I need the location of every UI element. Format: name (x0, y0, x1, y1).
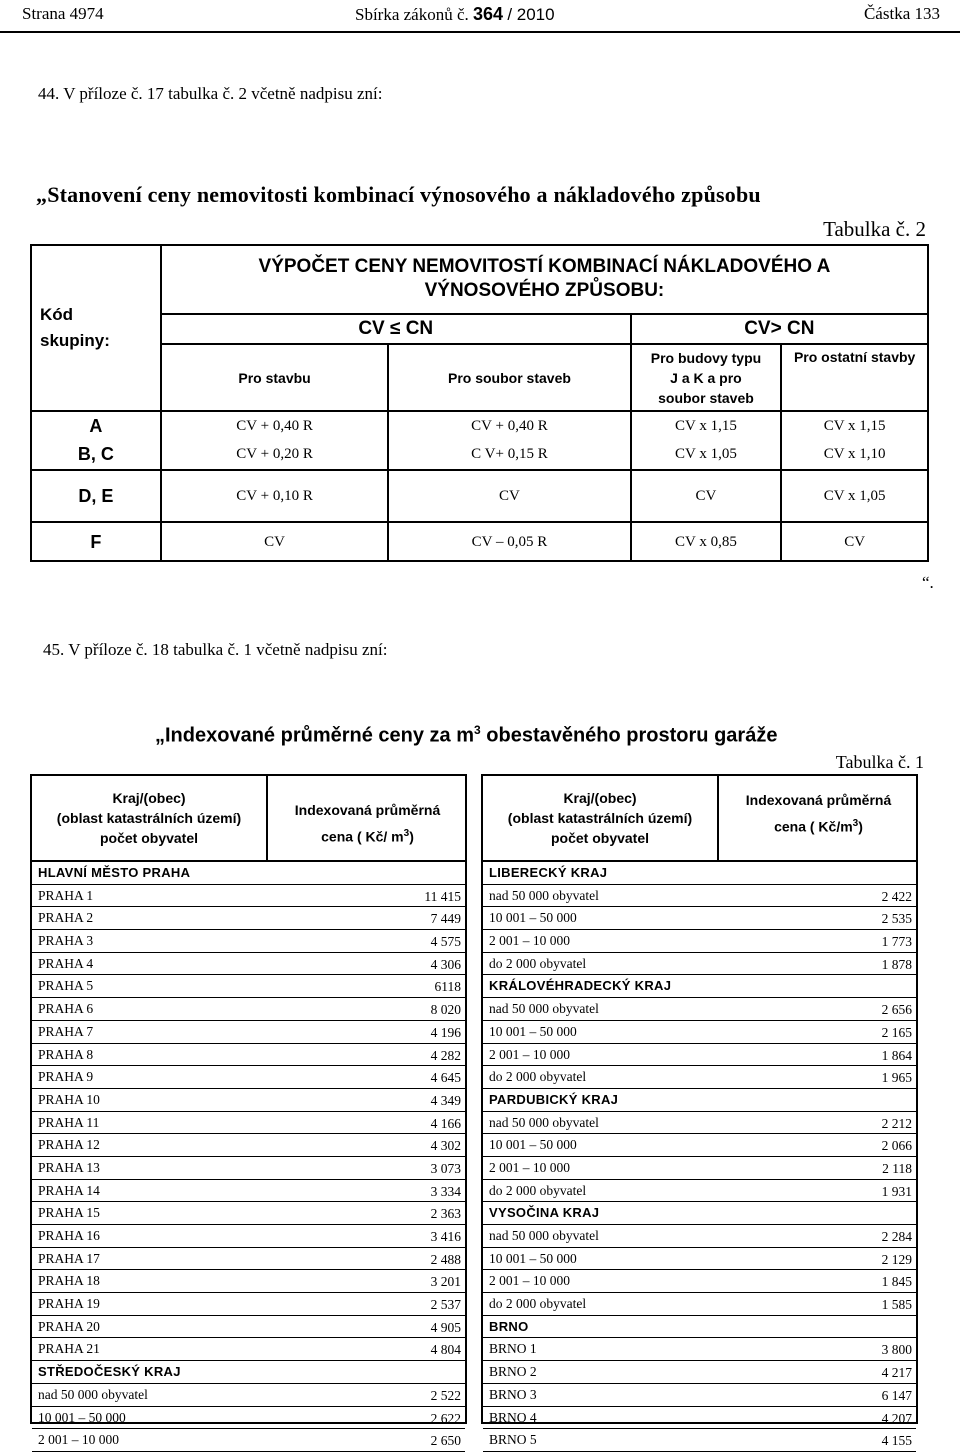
area-label: BRNO 4 (489, 1409, 537, 1425)
table-row (32, 1044, 465, 1067)
price-value: 4 155 (881, 1433, 912, 1449)
table-row (483, 1134, 916, 1157)
area-label: nad 50 000 obyvatel (489, 1228, 599, 1243)
area-label: 2 001 – 10 000 (489, 1046, 570, 1062)
collection-prefix: Sbírka zákonů č. (355, 5, 469, 24)
closing-quote: “. (922, 573, 934, 592)
price-value: 2 622 (430, 1410, 461, 1426)
table-row (483, 1157, 916, 1180)
table-2-label: Tabulka č. 2 (823, 217, 926, 241)
area-label: 2 001 – 10 000 (489, 1159, 570, 1175)
price-value: 1 864 (881, 1047, 912, 1063)
area-label: 10 001 – 50 000 (489, 1023, 577, 1039)
area-label: PRAHA 12 (38, 1137, 100, 1153)
price-value: 2 522 (430, 1387, 461, 1403)
table-row (32, 1134, 465, 1157)
area-label: BRNO 3 (489, 1386, 537, 1402)
group-label: A (89, 416, 103, 437)
collection-number: 364 (473, 4, 504, 24)
price-value: 2 422 (881, 888, 912, 904)
table-row (483, 1270, 916, 1293)
price-value: 3 201 (430, 1274, 461, 1290)
price-value: 2 656 (881, 1002, 912, 1018)
area-label: PRAHA 5 (38, 978, 94, 994)
table-row (483, 953, 916, 976)
price-value: 2 129 (881, 1251, 912, 1267)
area-label: BRNO 5 (489, 1432, 537, 1448)
area-label: PRAHA 15 (38, 1205, 100, 1221)
area-label: PRAHA 16 (38, 1228, 100, 1243)
price-value: 2 488 (430, 1251, 461, 1267)
table-row (32, 998, 465, 1021)
table-row (32, 1248, 465, 1271)
value-cell: CV x 1,15 CV x 1,10 (781, 411, 928, 470)
group-label: B, C (77, 444, 114, 465)
col-pro-ostatni: Pro ostatní stavby (781, 344, 928, 411)
area-label: PRAHA 10 (38, 1091, 100, 1107)
table-row (483, 885, 916, 908)
area-label: BRNO 2 (489, 1364, 537, 1380)
table-row (483, 1248, 916, 1271)
price-value: 1 931 (881, 1183, 912, 1199)
area-label: BRNO 1 (489, 1341, 537, 1357)
collection-year: / 2010 (507, 5, 555, 24)
area-label: nad 50 000 obyvatel (489, 1114, 599, 1130)
value-cell: CV x 1,05 (781, 470, 928, 523)
item-45: 45. V příloze č. 18 tabulka č. 1 včetně nadpisu zní: (43, 640, 388, 659)
price-value: 11 415 (424, 888, 461, 904)
section-label: PARDUBICKÝ KRAJ (489, 1091, 619, 1107)
table-1-label: Tabulka č. 1 (835, 752, 924, 772)
area-label: PRAHA 13 (38, 1159, 100, 1175)
price-value: 4 196 (430, 1024, 461, 1040)
area-label: do 2 000 obyvatel (489, 1069, 587, 1085)
price-value: 3 416 (430, 1229, 461, 1244)
price-value: 4 804 (430, 1342, 461, 1358)
price-value: 2 537 (430, 1297, 461, 1313)
table-row (483, 1338, 916, 1361)
area-label: 2 001 – 10 000 (489, 933, 570, 949)
area-label: PRAHA 19 (38, 1296, 100, 1312)
value-cell: CV + 0,10 R (161, 470, 388, 523)
area-label: nad 50 000 obyvatel (489, 1001, 599, 1017)
area-label: PRAHA 11 (38, 1114, 100, 1130)
area-label: PRAHA 14 (38, 1182, 100, 1198)
group-code-header: Kód skupiny: (31, 245, 161, 411)
table-row (32, 1157, 465, 1180)
table-row (483, 930, 916, 953)
value-cell: CV x 0,85 (631, 522, 782, 561)
section-label: BRNO (489, 1318, 529, 1334)
table-row (483, 1044, 916, 1067)
price-value: 4 217 (881, 1365, 912, 1381)
head-price: Indexovaná průměrná cena ( Kč/ $m^3$) (294, 802, 441, 845)
value-cell: CV + 0,40 R C V+ 0,15 R (388, 411, 630, 470)
price-value: 1 878 (881, 956, 912, 972)
price-value: 3 800 (881, 1342, 912, 1358)
price-value: 2 650 (430, 1433, 461, 1449)
price-value: 8 020 (430, 1002, 461, 1018)
table-row (32, 885, 465, 908)
area-label: do 2 000 obyvatel (489, 1296, 587, 1312)
table-head (32, 776, 465, 862)
heading-table-2: „Stanovení ceny nemovitosti kombinací výnosového a nákladového způsobu (36, 182, 761, 207)
area-label: do 2 000 obyvatel (489, 1182, 587, 1198)
value-cell: CV + 0,40 R CV + 0,20 R (161, 411, 388, 470)
col-pro-soubor-staveb: Pro soubor staveb (388, 344, 630, 411)
value-cell: CV x 1,15 CV x 1,05 (631, 411, 782, 470)
area-label: nad 50 000 obyvatel (489, 887, 599, 903)
table-row (32, 1316, 465, 1339)
table-row (32, 1293, 465, 1316)
value-cell: CV (161, 522, 388, 561)
section-label: KRÁLOVÉHRADECKÝ KRAJ (489, 978, 672, 994)
area-label: 10 001 – 50 000 (489, 910, 577, 926)
header-rule (0, 31, 960, 33)
section-row (483, 975, 916, 998)
table-valuation-combination (30, 244, 929, 562)
table-row (32, 1338, 465, 1361)
price-value: 1 773 (881, 934, 912, 950)
area-label: PRAHA 20 (38, 1318, 100, 1334)
area-label: PRAHA 17 (38, 1250, 100, 1266)
area-label: PRAHA 21 (38, 1341, 100, 1357)
value-cell: CV (631, 470, 782, 523)
price-value: 4 166 (430, 1115, 461, 1131)
head-region: Kraj/(obec) (oblast katastrálních území) počet obyvatel (32, 776, 268, 860)
head-price: Indexovaná průměrná cena ( $Kč/m^3$) (745, 792, 892, 835)
area-label: PRAHA 2 (38, 910, 94, 926)
section-label: LIBERECKÝ KRAJ (489, 865, 608, 880)
table-row (483, 1384, 916, 1407)
area-label: 2 001 – 10 000 (38, 1432, 119, 1448)
table-row (32, 1270, 465, 1293)
area-label: 10 001 – 50 000 (489, 1250, 577, 1266)
price-value: 2 363 (430, 1206, 461, 1222)
area-label: PRAHA 3 (38, 933, 94, 949)
table-row (483, 907, 916, 930)
price-value: 2 165 (881, 1024, 912, 1040)
table-row (32, 1089, 465, 1112)
cv-le-cn-header: CV ≤ CN (161, 314, 631, 344)
collection-title (355, 4, 555, 25)
section-row (483, 1316, 916, 1339)
item-44: 44. V příloze č. 17 tabulka č. 2 včetně nadpisu zní: (38, 84, 383, 103)
cv-gt-cn-header: CV> CN (631, 314, 928, 344)
price-value: 4 282 (430, 1047, 461, 1063)
table-row (32, 975, 465, 998)
area-label: PRAHA 18 (38, 1273, 100, 1289)
table-row (483, 1112, 916, 1135)
table-title: VÝPOČET CENY NEMOVITOSTÍ KOMBINACÍ NÁKLADOVÉHO A VÝNOSOVÉHO ZPŮSOBU: (161, 245, 928, 314)
table-row (483, 1293, 916, 1316)
table-row (483, 998, 916, 1021)
table-row (32, 953, 465, 976)
section-label: HLAVNÍ MĚSTO PRAHA (38, 865, 191, 880)
table-row (32, 1066, 465, 1089)
col-pro-stavbu: Pro stavbu (161, 344, 388, 411)
area-label: do 2 000 obyvatel (489, 955, 587, 971)
section-row (32, 1361, 465, 1384)
price-value: 4 575 (430, 934, 461, 950)
price-value: 1 965 (881, 1070, 912, 1086)
table-garage-prices-right (481, 774, 918, 1449)
section-row (483, 862, 916, 885)
table-row (32, 1429, 465, 1452)
table-row (483, 1407, 916, 1430)
page-number: Strana 4974 (22, 4, 104, 23)
section-label: STŘEDOČESKÝ KRAJ (38, 1364, 181, 1380)
table-row (32, 1021, 465, 1044)
price-value: 4 306 (430, 956, 461, 972)
area-label: PRAHA 4 (38, 955, 94, 971)
price-value: 4 207 (881, 1410, 912, 1426)
table-row (32, 1384, 465, 1407)
price-value: 3 073 (430, 1160, 461, 1176)
price-value: 4 302 (430, 1138, 461, 1154)
value-cell: CV – 0,05 R (388, 522, 630, 561)
table-row (32, 907, 465, 930)
area-label: PRAHA 9 (38, 1069, 94, 1085)
table-row (32, 1112, 465, 1135)
table-garage-prices-left (30, 774, 467, 1449)
area-label: PRAHA 1 (38, 887, 94, 903)
table-row (32, 1202, 465, 1225)
table-body (32, 862, 465, 1452)
price-value: 4 349 (430, 1092, 461, 1108)
area-label: 10 001 – 50 000 (489, 1137, 577, 1153)
price-value: 6118 (434, 979, 461, 995)
price-value: 4 645 (430, 1070, 461, 1086)
volume-number: Částka 133 (863, 4, 940, 23)
area-label: PRAHA 8 (38, 1046, 94, 1062)
table-row (483, 1225, 916, 1248)
table-row (32, 1225, 465, 1248)
area-label: PRAHA 7 (38, 1023, 94, 1039)
price-value: 3 334 (430, 1183, 461, 1199)
price-value: 1 585 (881, 1297, 912, 1313)
price-value: 2 212 (881, 1115, 912, 1131)
table-row (483, 1361, 916, 1384)
table-row (483, 1066, 916, 1089)
group-label: F (31, 522, 161, 561)
section-row (32, 862, 465, 885)
price-value: 7 449 (430, 911, 461, 927)
area-label: 2 001 – 10 000 (489, 1273, 570, 1289)
section-row (483, 1202, 916, 1225)
table-row (483, 1429, 916, 1452)
price-value: 2 066 (881, 1138, 912, 1154)
heading-table-1: „Indexované průměrné ceny za $m^3$ obestavěného prostoru garáže (155, 723, 778, 747)
table-head (483, 776, 916, 862)
price-value: 6 147 (881, 1387, 912, 1403)
area-label: 10 001 – 50 000 (38, 1409, 126, 1425)
price-value: 2 284 (881, 1229, 912, 1244)
head-region: Kraj/(obec) (oblast katastrálních území) počet obyvatel (483, 776, 719, 860)
group-a-b (31, 411, 161, 470)
section-label: VYSOČINA KRAJ (489, 1205, 600, 1221)
table-row (32, 1180, 465, 1203)
table-body (483, 862, 916, 1452)
area-label: PRAHA 6 (38, 1001, 94, 1017)
section-row (483, 1089, 916, 1112)
group-label: D, E (31, 470, 161, 523)
table-row (483, 1180, 916, 1203)
table-row (32, 930, 465, 953)
col-pro-budovy: Pro budovy typu J a K a pro soubor staveb (631, 344, 782, 411)
table-row (32, 1407, 465, 1430)
area-label: nad 50 000 obyvatel (38, 1386, 148, 1402)
price-value: 2 535 (881, 911, 912, 927)
value-cell: CV (781, 522, 928, 561)
value-cell: CV (388, 470, 630, 523)
price-value: 1 845 (881, 1274, 912, 1290)
price-value: 4 905 (430, 1319, 461, 1335)
table-row (483, 1021, 916, 1044)
price-value: 2 118 (882, 1160, 912, 1176)
